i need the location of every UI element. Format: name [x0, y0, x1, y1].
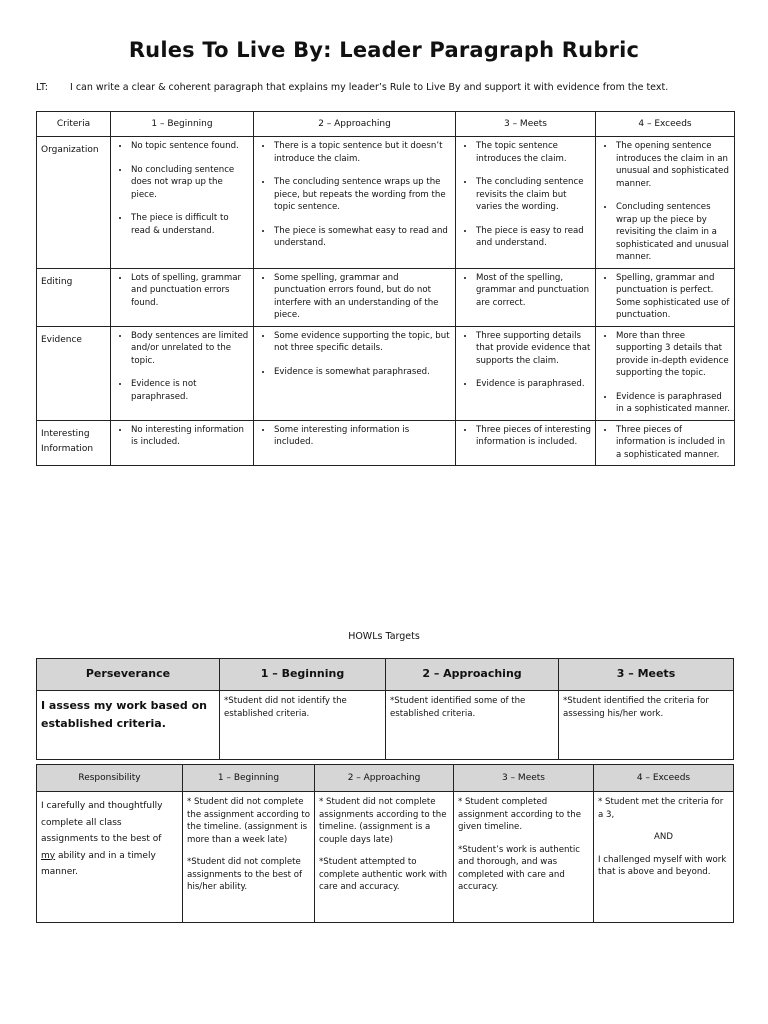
rubric-header-criteria: Criteria — [37, 112, 111, 137]
list-item: • Some spelling, grammar and punctuation errors found, but do not interfere with an understanding of the piece. — [273, 272, 451, 322]
rubric-cell-approaching — [254, 420, 456, 466]
rubric-criteria-cell: Interesting Information — [37, 420, 111, 466]
rubric-cell-approaching — [254, 268, 456, 326]
bullet-list — [115, 330, 249, 404]
rubric-header-row — [37, 112, 735, 137]
cell-paragraph: I challenged myself with work that is above and beyond. — [598, 854, 727, 877]
bullet-list — [600, 140, 730, 264]
list-item: • Three pieces of interesting information is included. — [475, 424, 591, 449]
rubric-header-approaching: 2 – Approaching — [254, 112, 456, 137]
list-item: • No interesting information is included. — [130, 424, 249, 449]
list-item: • The topic sentence introduces the claim. — [475, 140, 591, 165]
responsibility-statement-part2: ability and in a timely manner. — [41, 850, 156, 877]
bullet-list — [600, 330, 730, 416]
list-item: • There is a topic sentence but it doesn’t introduce the claim. — [273, 140, 451, 165]
list-item: • Some evidence supporting the topic, but not three specific details. — [273, 330, 451, 355]
rubric-criteria-cell: Editing — [37, 268, 111, 326]
list-item: • Some interesting information is included. — [273, 424, 451, 449]
cell-paragraph-and: AND — [654, 832, 673, 842]
cell-paragraph: * Student did not complete the assignment according to the timeline. (assignment is more than a week late) — [187, 797, 311, 845]
responsibility-header-beginning: 1 – Beginning — [183, 765, 315, 792]
bullet-list — [258, 424, 451, 449]
table-row — [37, 268, 735, 326]
learning-target-text: I can write a clear & coherent paragraph that explains my leader’s Rule to Live By and support it with evidence from the text. — [70, 82, 669, 93]
rubric-header-exceeds: 4 – Exceeds — [596, 112, 735, 137]
list-item: • Most of the spelling, grammar and punctuation are correct. — [475, 272, 591, 310]
bullet-list — [258, 140, 451, 250]
bullet-list — [460, 140, 591, 250]
rubric-header-beginning: 1 – Beginning — [111, 112, 254, 137]
list-item: • Evidence is not paraphrased. — [130, 378, 249, 403]
table-row — [37, 137, 735, 269]
rubric-cell-exceeds — [596, 137, 735, 269]
cell-paragraph: * Student completed assignment according to the given timeline. — [458, 797, 582, 832]
responsibility-cell-meets — [454, 792, 594, 923]
list-item: • The concluding sentence revisits the claim but varies the wording. — [475, 176, 591, 214]
responsibility-table — [36, 764, 734, 923]
rubric-cell-meets — [456, 268, 596, 326]
responsibility-header-row — [37, 765, 734, 792]
rubric-cell-exceeds — [596, 420, 735, 466]
responsibility-cell-beginning — [183, 792, 315, 923]
rubric-cell-exceeds — [596, 268, 735, 326]
table-row — [37, 326, 735, 420]
list-item: • No topic sentence found. — [130, 140, 249, 153]
perseverance-statement: I assess my work based on established criteria. — [37, 691, 220, 760]
howls-targets-title: HOWLs Targets — [348, 631, 420, 642]
list-item: • Evidence is paraphrased. — [475, 378, 591, 391]
list-item: • Concluding sentences wrap up the piece by revisiting the claim in a sophisticated and unusual manner. — [615, 201, 730, 264]
rubric-cell-exceeds — [596, 326, 735, 420]
cell-paragraph: * Student did not complete assignments according to the timeline. (assignment is a couple days late) — [319, 797, 447, 845]
list-item: • Three supporting details that provide evidence that supports the claim. — [475, 330, 591, 368]
perseverance-header-row — [37, 659, 734, 691]
list-item: • Three pieces of information is included in a sophisticated manner. — [615, 424, 730, 462]
rubric-cell-beginning — [111, 326, 254, 420]
cell-paragraph: * Student met the criteria for a 3, — [598, 797, 724, 820]
bullet-list — [460, 272, 591, 310]
list-item: • The piece is easy to read and understand. — [475, 225, 591, 250]
list-item: • The concluding sentence wraps up the piece, but repeats the wording from the topic sentence. — [273, 176, 451, 214]
bullet-list — [460, 424, 591, 449]
bullet-list — [115, 272, 249, 310]
rubric-cell-approaching — [254, 326, 456, 420]
bullet-list — [460, 330, 591, 391]
list-item: • No concluding sentence does not wrap up the piece. — [130, 164, 249, 202]
perseverance-table — [36, 658, 734, 760]
perseverance-header: Perseverance — [37, 659, 220, 691]
responsibility-header-approaching: 2 – Approaching — [315, 765, 454, 792]
bullet-list — [115, 424, 249, 449]
list-item: • The opening sentence introduces the claim in an unusual and sophisticated manner. — [615, 140, 730, 190]
rubric-criteria-cell: Evidence — [37, 326, 111, 420]
table-row — [37, 691, 734, 760]
bullet-list — [258, 330, 451, 379]
learning-target-label: LT: — [36, 82, 48, 93]
responsibility-header-exceeds: 4 – Exceeds — [594, 765, 734, 792]
rubric-cell-meets — [456, 137, 596, 269]
rubric-cell-beginning — [111, 420, 254, 466]
rubric-header-meets: 3 – Meets — [456, 112, 596, 137]
bullet-list — [258, 272, 451, 322]
perseverance-cell-beginning: *Student did not identify the established criteria. — [220, 691, 386, 760]
rubric-cell-meets — [456, 326, 596, 420]
responsibility-statement-underlined: my — [41, 850, 56, 861]
perseverance-header-meets: 3 – Meets — [559, 659, 734, 691]
learning-target — [36, 82, 668, 93]
list-item: • Evidence is somewhat paraphrased. — [273, 366, 451, 379]
perseverance-cell-meets: *Student identified the criteria for assessing his/her work. — [559, 691, 734, 760]
cell-paragraph: *Student did not complete assignments to the best of his/her ability. — [187, 857, 302, 892]
responsibility-cell-exceeds — [594, 792, 734, 923]
bullet-list — [115, 140, 249, 237]
rubric-criteria-cell: Organization — [37, 137, 111, 269]
page-title: Rules To Live By: Leader Paragraph Rubric — [128, 38, 640, 62]
perseverance-header-beginning: 1 – Beginning — [220, 659, 386, 691]
rubric-cell-beginning — [111, 137, 254, 269]
table-row — [37, 420, 735, 466]
perseverance-header-approaching: 2 – Approaching — [386, 659, 559, 691]
rubric-cell-approaching — [254, 137, 456, 269]
responsibility-header-meets: 3 – Meets — [454, 765, 594, 792]
rubric-cell-meets — [456, 420, 596, 466]
responsibility-cell-approaching — [315, 792, 454, 923]
bullet-list — [600, 424, 730, 462]
list-item: • Body sentences are limited and/or unrelated to the topic. — [130, 330, 249, 368]
list-item: • Lots of spelling, grammar and punctuation errors found. — [130, 272, 249, 310]
list-item: • Evidence is paraphrased in a sophisticated manner. — [615, 391, 730, 416]
bullet-list — [600, 272, 730, 322]
table-row — [37, 792, 734, 923]
perseverance-cell-approaching: *Student identified some of the established criteria. — [386, 691, 559, 760]
paragraph-rubric-table — [36, 111, 735, 466]
list-item: • The piece is difficult to read & understand. — [130, 212, 249, 237]
rubric-cell-beginning — [111, 268, 254, 326]
list-item: • More than three supporting 3 details that provide in-depth evidence supporting the topic. — [615, 330, 730, 380]
cell-paragraph: *Student attempted to complete authentic work with care and accuracy. — [319, 857, 448, 892]
list-item: • Spelling, grammar and punctuation is perfect. Some sophisticated use of punctuation. — [615, 272, 730, 322]
responsibility-header: Responsibility — [37, 765, 183, 792]
responsibility-statement-part1: I carefully and thoughtfully complete all class assignments to the best of — [41, 801, 163, 844]
cell-paragraph: *Student’s work is authentic and thorough, and was completed with care and accuracy. — [458, 844, 580, 892]
responsibility-statement — [37, 792, 183, 923]
list-item: • The piece is somewhat easy to read and understand. — [273, 225, 451, 250]
